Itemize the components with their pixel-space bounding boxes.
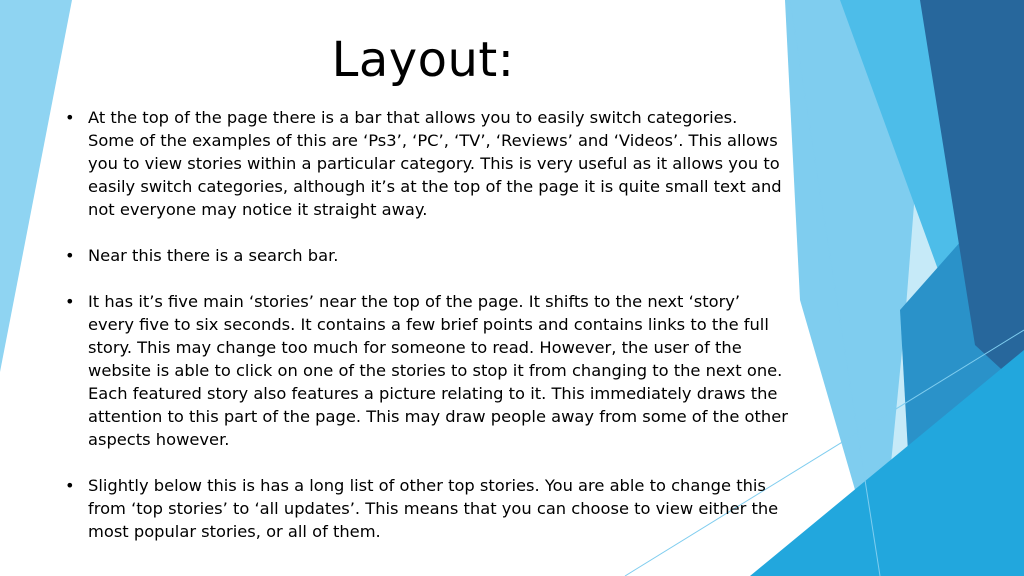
bullet-list <box>64 106 788 543</box>
slide-title: Layout: <box>331 32 515 88</box>
bullet-item: • At the top of the page there is a bar that allows you to easily switch categories. Some of the examples of this are ‘Ps3’, ‘PC’, ‘TV’, ‘Reviews’ and ‘Videos’. This allows you to view stories within a particular category. This is very useful as it allows you to easily switch categories, although it’s at the top of the page it is quite small text and not everyone may notice it straight away. <box>64 106 788 221</box>
bullet-item: • Slightly below this is has a long list of other top stories. You are able to change this from ‘top stories’ to ‘all updates’. This means that you can choose to view either the most popular stories, or all of them. <box>64 474 788 543</box>
bullet-item: • It has it’s five main ‘stories’ near the top of the page. It shifts to the next ‘story’ every five to six seconds. It contains a few brief points and contains links to the full story. This may change too much for someone to read. However, the user of the website is able to click on one of the stories to stop it from changing to the next one. Each featured story also features a picture relating to it. This immediately draws the attention to this part of the page. This may draw people away from some of the other aspects however. <box>64 290 788 451</box>
bullet-item: • Near this there is a search bar. <box>64 244 788 267</box>
slide-content <box>64 106 788 566</box>
